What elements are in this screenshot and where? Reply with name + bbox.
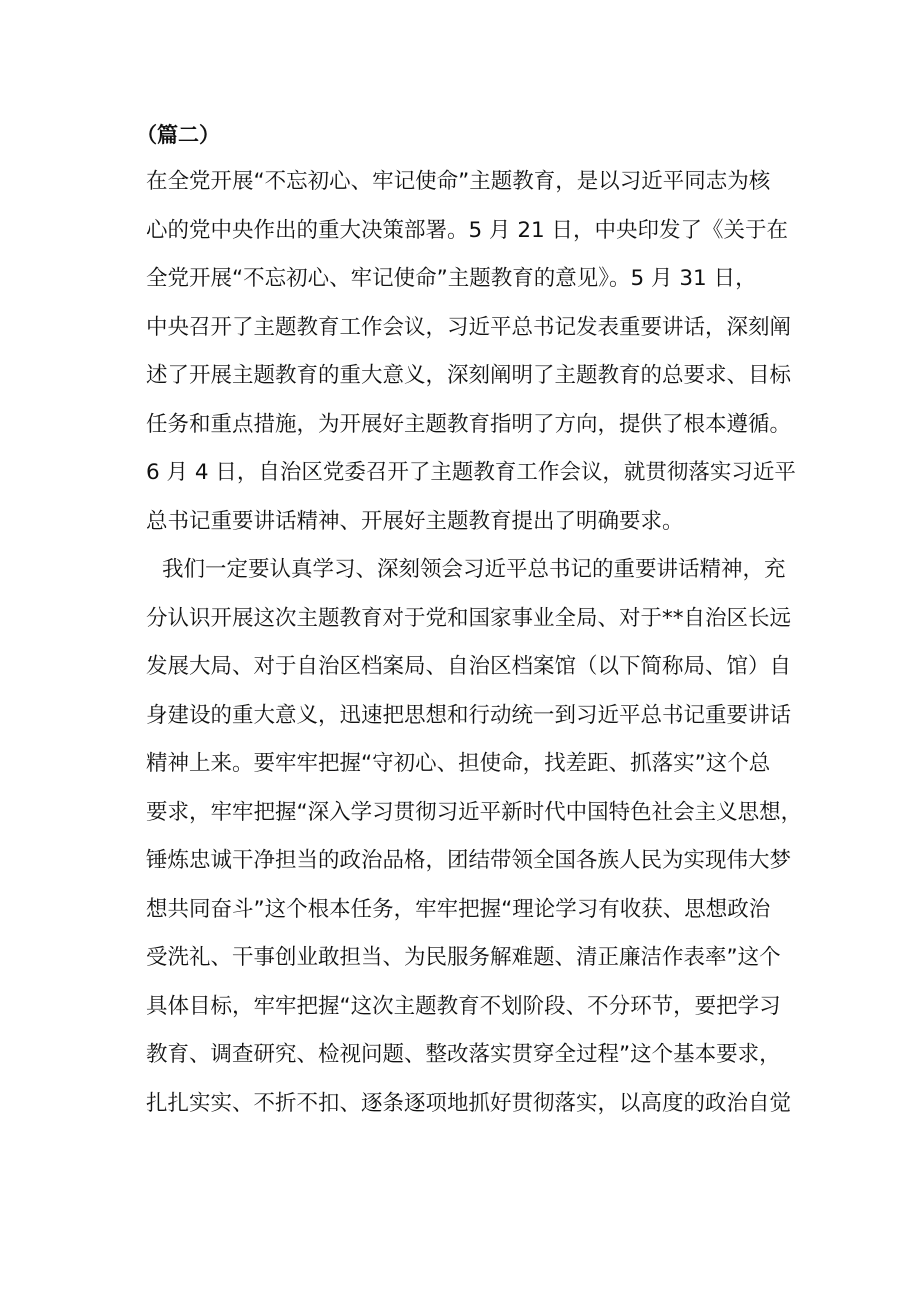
text-line: 要求，牢牢把握“深入学习贯彻习近平新时代中国特色社会主义思想， <box>146 799 803 825</box>
text-line: 受洗礼、干事创业敢担当、为民服务解难题、清正廉洁作表率”这个 <box>146 945 781 970</box>
section-heading: （篇二） <box>136 123 220 147</box>
text-line: 精神上来。要牢牢把握“守初心、担使命，找差距、抓落实”这个总 <box>146 751 771 776</box>
text-line: 分认识开展这次主题教育对于党和国家事业全局、对于**自治区长远 <box>146 605 792 631</box>
paragraph-1 <box>146 164 796 552</box>
text-line: 心的党中央作出的重大决策部署。5 月 21 日，中央印发了《关于在 <box>146 217 789 243</box>
text-line: 总书记重要讲话精神、开展好主题教育提出了明确要求。 <box>146 508 684 534</box>
text-line: 中央召开了主题教育工作会议，习近平总书记发表重要讲话，深刻阐 <box>146 314 792 340</box>
text-line: 任务和重点措施，为开展好主题教育指明了方向，提供了根本遵循。 <box>146 411 792 437</box>
text-line: 想共同奋斗”这个根本任务，牢牢把握“理论学习有收获、思想政治 <box>146 896 771 922</box>
paragraph-2 <box>146 552 803 1134</box>
text-line: 发展大局、对于自治区档案局、自治区档案馆（以下简称局、馆）自 <box>146 654 792 679</box>
text-line: 述了开展主题教育的重大意义，深刻阐明了主题教育的总要求、目标 <box>146 363 792 388</box>
text-line: 扎扎实实、不折不扣、逐条逐项地抓好贯彻落实，以高度的政治自觉 <box>146 1090 792 1116</box>
text-line: 在全党开展“不忘初心、牢记使命”主题教育，是以习近平同志为核 <box>146 169 771 194</box>
text-line: 教育、调查研究、检视问题、整改落实贯穿全过程”这个基本要求， <box>146 1042 781 1067</box>
text-line: 6 月 4 日，自治区党委召开了主题教育工作会议，就贯彻落实习近平 <box>146 460 796 485</box>
text-line: 锤炼忠诚干净担当的政治品格，团结带领全国各族人民为实现伟大梦 <box>146 848 792 873</box>
text-line-first: 我们一定要认真学习、深刻领会习近平总书记的重要讲话精神，充 <box>162 557 786 582</box>
text-line: 全党开展“不忘初心、牢记使命”主题教育的意见》。5 月 31 日， <box>146 266 757 291</box>
text-line: 身建设的重大意义，迅速把思想和行动统一到习近平总书记重要讲话 <box>146 702 792 728</box>
text-line: 具体目标，牢牢把握“这次主题教育不划阶段、不分环节，要把学习 <box>146 993 781 1019</box>
